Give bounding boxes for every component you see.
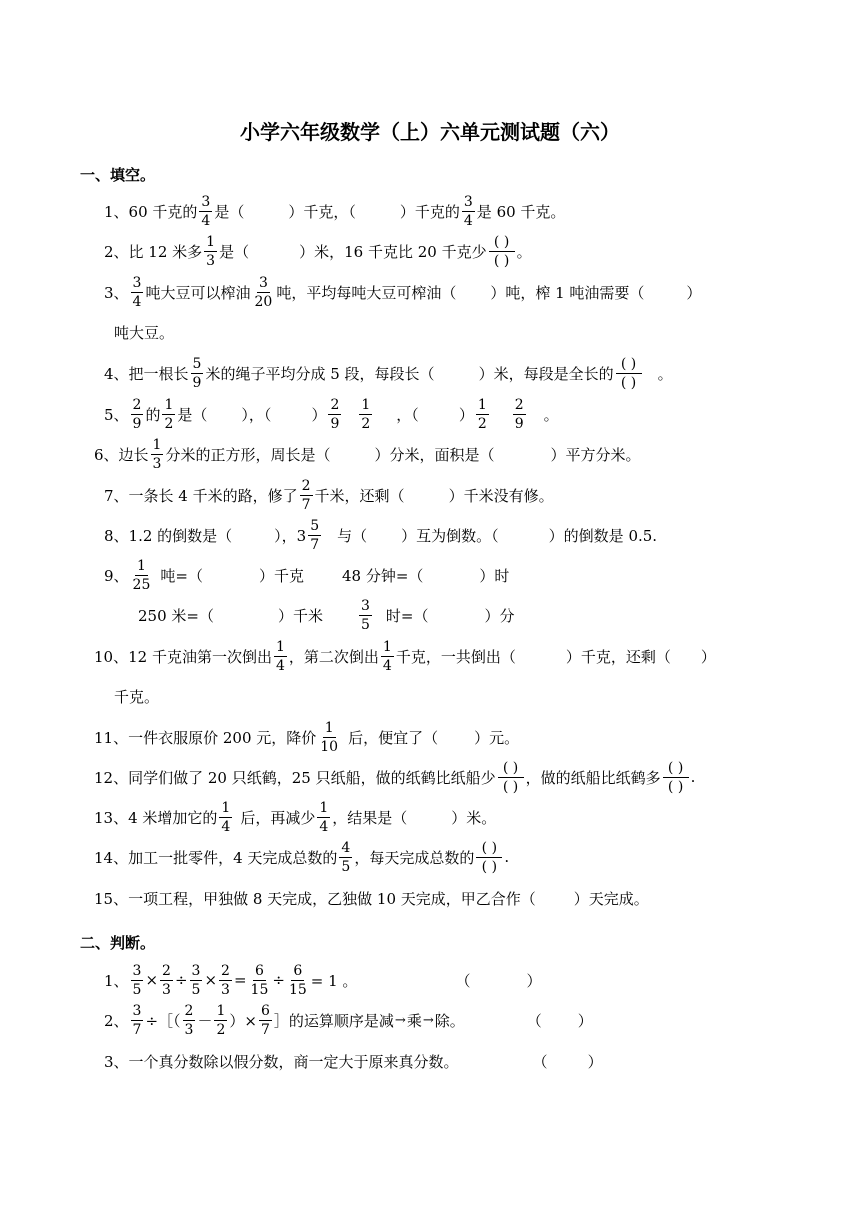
question-6	[94, 437, 641, 471]
j2-text-f: 乘	[406, 1011, 422, 1030]
fraction-denominator: ( )	[481, 858, 498, 875]
fraction-numerator: 2	[514, 396, 524, 413]
q3-text-f: 吨大豆。	[114, 323, 175, 342]
fraction	[219, 964, 232, 997]
q1-text-a: 1、60 千克的	[104, 202, 198, 221]
blank-fraction[interactable]	[616, 357, 642, 390]
fraction-numerator: 2	[184, 1002, 194, 1019]
q2-text-e: 。	[516, 242, 532, 261]
q4-text-b: 米的绳子平均分成 5 段，每段长（	[205, 364, 435, 383]
fraction	[287, 964, 309, 997]
fraction-denominator: 15	[288, 981, 307, 998]
q4-text-e: 。	[657, 364, 673, 383]
question-11	[94, 720, 519, 754]
arrow-right-icon: →	[394, 1012, 406, 1028]
fraction-denominator: 5	[360, 616, 370, 633]
q12-text-c: .	[690, 768, 696, 786]
question-3	[104, 275, 701, 309]
fraction-numerator: 6	[293, 962, 303, 979]
fraction-numerator: 2	[330, 396, 340, 413]
fraction-denominator: 4	[382, 657, 392, 674]
q5-text-i: 。	[543, 405, 559, 424]
fraction-denominator: 3	[184, 1021, 194, 1038]
q10-text-d: ）千克，还剩（	[565, 647, 671, 666]
question-8	[104, 518, 657, 552]
fraction-denominator: ( )	[620, 374, 637, 391]
fraction-denominator: 2	[164, 415, 174, 432]
fraction	[131, 398, 144, 431]
fraction-denominator: 2	[477, 415, 487, 432]
fraction-denominator: 4	[132, 293, 142, 310]
fraction	[259, 1004, 272, 1037]
question-15	[94, 881, 649, 915]
question-10-cont	[114, 679, 159, 713]
fraction-numerator: 4	[341, 839, 351, 856]
fraction-denominator: 4	[319, 818, 329, 835]
fraction-numerator: 1	[137, 557, 146, 574]
j2-text-g: 除。	[434, 1011, 465, 1030]
q13-text-c: ，结果是（	[332, 808, 408, 827]
fraction	[131, 1004, 144, 1037]
q8-text-a: 8、1.2 的倒数是（	[104, 526, 233, 545]
fraction-denominator: 9	[330, 415, 340, 432]
q9-text-c: ）千克	[258, 566, 304, 585]
q14-text-c: .	[504, 848, 510, 866]
arrow-right-icon: →	[422, 1012, 434, 1028]
q5-text-h: ）	[458, 405, 474, 424]
fraction-denominator: 4	[463, 212, 473, 229]
fraction-numerator: 1	[319, 799, 329, 816]
blank-fraction[interactable]	[489, 235, 515, 268]
fraction-denominator: 4	[201, 212, 211, 229]
fraction-denominator: 20	[254, 293, 273, 310]
section-true-false: 二、判断。	[80, 934, 156, 952]
q10-text-a: 10、12 千克油第一次倒出	[94, 647, 272, 666]
fraction-numerator: 1	[206, 233, 216, 250]
q15-text-a: 15、一项工程，甲独做 8 天完成，乙独做 10 天完成，甲乙合作（	[94, 889, 536, 908]
question-9	[104, 558, 509, 592]
answer-paren-close[interactable]: ）	[587, 1052, 603, 1071]
q6-text-d: ）平方分米。	[550, 445, 641, 464]
fraction	[317, 801, 330, 834]
j1-op: ×	[204, 971, 218, 989]
q9b-text-a: 250 米=（	[138, 606, 214, 625]
fraction	[214, 1004, 227, 1037]
q15-text-b: ）天完成。	[573, 889, 649, 908]
fraction-denominator: 3	[206, 252, 216, 269]
q5-text-a: 5、	[104, 405, 129, 424]
q8-text-e: ）的倒数是 0.5.	[548, 526, 658, 545]
q9-text-e: ）时	[479, 566, 510, 585]
fraction	[318, 721, 340, 754]
fraction-numerator: 3	[258, 274, 268, 291]
fraction-denominator: 5	[191, 981, 201, 998]
question-9-cont	[138, 598, 515, 632]
j2-text-e: ］的运算顺序是减	[273, 1011, 394, 1030]
fraction	[151, 438, 164, 471]
q1-text-d: ）千克的	[399, 202, 460, 221]
fraction-numerator: ( )	[616, 357, 642, 374]
fraction	[274, 640, 287, 673]
q3-text-c: 吨，平均每吨大豆可榨油（	[276, 283, 457, 302]
fraction-numerator: 1	[382, 638, 392, 655]
q5-text-e: ）	[311, 405, 327, 424]
j3-text-a: 3、一个真分数除以假分数，商一定大于原来真分数。	[104, 1052, 459, 1071]
blank-fraction[interactable]	[663, 761, 689, 794]
judgement-3	[104, 1044, 603, 1078]
fraction-denominator: 25	[132, 576, 151, 593]
fraction	[381, 640, 394, 673]
question-7	[104, 478, 554, 512]
fraction	[252, 276, 274, 309]
q9b-text-c: 时=（	[385, 606, 429, 625]
q4-text-a: 4、把一根长	[104, 364, 189, 383]
fraction	[308, 519, 321, 552]
fraction-denominator: 7	[301, 496, 311, 513]
j1-op: ÷	[174, 971, 188, 989]
q14-text-b: ，每天完成总数的	[354, 848, 475, 867]
q13-text-a: 13、4 米增加它的	[94, 808, 218, 827]
q14-text-a: 14、加工一批零件，4 天完成总数的	[94, 848, 338, 867]
fraction-numerator: 3	[201, 193, 211, 210]
answer-paren-close[interactable]: ）	[577, 1011, 593, 1030]
q7-text-c: ）千米没有修。	[448, 486, 554, 505]
blank-fraction[interactable]	[498, 761, 524, 794]
fraction-denominator: 7	[260, 1021, 270, 1038]
fraction-denominator: 3	[152, 455, 162, 472]
fraction-numerator: ( )	[663, 761, 689, 778]
fraction	[513, 398, 526, 431]
blank-fraction[interactable]	[476, 841, 502, 874]
section-fill-blank: 一、填空。	[80, 166, 156, 184]
question-10	[94, 639, 716, 673]
q10-text-e: ）	[700, 647, 716, 666]
fraction	[476, 398, 489, 431]
fraction-numerator: 6	[260, 1002, 270, 1019]
fraction-numerator: ( )	[498, 761, 524, 778]
page-title: 小学六年级数学（上）六单元测试题（六）	[240, 120, 620, 144]
fraction-numerator: ( )	[476, 841, 502, 858]
fraction-numerator: 1	[164, 396, 174, 413]
fraction-numerator: 1	[216, 1002, 226, 1019]
fraction-numerator: 3	[360, 597, 370, 614]
fraction-numerator: 3	[463, 193, 473, 210]
fraction	[249, 964, 271, 997]
fraction	[219, 801, 232, 834]
fraction-denominator: ( )	[502, 778, 519, 795]
q13-text-d: ）米。	[451, 808, 497, 827]
q3-text-d: ）吨，榨 1 吨油需要（	[490, 283, 645, 302]
fraction-numerator: 3	[132, 1002, 142, 1019]
q5-text-b: 的	[145, 405, 161, 424]
q11-text-a: 11、一件衣服原价 200 元，降价	[94, 728, 317, 747]
q5-text-c: 是（	[177, 405, 208, 424]
fraction-denominator: 2	[216, 1021, 226, 1038]
q12-text-b: ，做的纸船比纸鹤多	[525, 768, 661, 787]
q10-text-f: 千克。	[114, 687, 160, 706]
fraction-denominator: 7	[310, 536, 320, 553]
fraction-numerator: 1	[275, 638, 285, 655]
fraction	[359, 599, 372, 632]
q9-text-a: 9、	[104, 566, 129, 585]
fraction	[131, 964, 144, 997]
fraction-numerator: 5	[310, 517, 320, 534]
q8-text-b: ），3	[274, 526, 307, 545]
j2-text-a: 2、	[104, 1011, 129, 1030]
fraction	[191, 357, 204, 390]
fraction	[359, 398, 372, 431]
q6-text-a: 6、边长	[94, 445, 149, 464]
fraction	[160, 964, 173, 997]
j1-op: ÷	[272, 971, 285, 989]
fraction	[183, 1004, 196, 1037]
fraction-numerator: 1	[324, 719, 334, 736]
q11-text-b: 后，便宜了（	[348, 728, 439, 747]
fraction	[131, 559, 153, 592]
fraction-numerator: 3	[132, 274, 142, 291]
fraction-numerator: 6	[255, 962, 264, 979]
question-3-cont	[114, 315, 174, 349]
q8-text-c: 与（	[337, 526, 368, 545]
question-14	[94, 840, 509, 874]
q7-text-b: 千米，还剩（	[314, 486, 405, 505]
question-12	[94, 760, 695, 794]
fraction-denominator: 9	[132, 415, 142, 432]
q13-text-b: 后，再减少	[240, 808, 316, 827]
q10-text-b: ，第二次倒出	[288, 647, 379, 666]
q6-text-c: ）分米，面积是（	[374, 445, 495, 464]
answer-paren-open[interactable]: （	[526, 1011, 542, 1030]
q1-text-b: 是（	[214, 202, 245, 221]
fraction-denominator: 10	[320, 738, 339, 755]
q9b-text-d: ）分	[484, 606, 515, 625]
fraction-denominator: 4	[221, 818, 231, 835]
q9b-text-b: ）千米	[277, 606, 323, 625]
j1-op: ×	[145, 971, 159, 989]
j2-text-b: ÷［（	[145, 1011, 181, 1030]
answer-paren-open[interactable]: （	[532, 1052, 548, 1071]
fraction	[300, 479, 313, 512]
fraction	[131, 276, 144, 309]
fraction-denominator: 9	[514, 415, 524, 432]
question-1	[104, 194, 565, 228]
fraction-denominator: 4	[275, 657, 285, 674]
fraction	[339, 841, 352, 874]
q11-text-c: ）元。	[474, 728, 520, 747]
fraction-numerator: 5	[192, 355, 202, 372]
q5-text-d: ），（	[241, 405, 272, 424]
fraction-denominator: 2	[361, 415, 371, 432]
fraction-numerator: 1	[361, 396, 371, 413]
q7-text-a: 7、一条长 4 千米的路，修了	[104, 486, 298, 505]
fraction-denominator: 7	[132, 1021, 142, 1038]
q6-text-b: 分米的正方形，周长是（	[165, 445, 331, 464]
q2-text-b: 是（	[219, 242, 250, 261]
fraction-numerator: 2	[162, 962, 171, 979]
q3-text-b: 吨大豆可以榨油	[145, 283, 251, 302]
fraction-denominator: ( )	[667, 778, 684, 795]
j1-op: =	[233, 971, 247, 989]
fraction-numerator: 2	[301, 477, 311, 494]
fraction-denominator: 5	[132, 981, 142, 998]
q3-text-e: ）	[686, 283, 702, 302]
fraction-numerator: ( )	[489, 235, 515, 252]
q3-text-a: 3、	[104, 283, 129, 302]
q9-text-b: 吨=（	[160, 566, 203, 585]
q9-text-d: 48 分钟=（	[341, 566, 424, 585]
answer-paren-close[interactable]: ）	[526, 971, 542, 990]
fraction	[462, 195, 475, 228]
fraction-denominator: 9	[192, 374, 202, 391]
question-13	[94, 800, 496, 834]
fraction	[190, 964, 203, 997]
q1-text-c: ）千克，（	[288, 202, 356, 221]
q12-text-a: 12、同学们做了 20 只纸鹤，25 只纸船，做的纸鹤比纸船少	[94, 768, 496, 787]
question-5	[104, 397, 559, 431]
q2-text-c: ）米，16 千克比 20 千克少	[299, 242, 487, 261]
fraction-numerator: 1	[477, 396, 487, 413]
question-4	[104, 356, 673, 390]
j2-text-c: －	[197, 1011, 213, 1030]
q4-text-c: ）米，每段是全长的	[478, 364, 614, 383]
fraction	[328, 398, 341, 431]
fraction-numerator: 2	[132, 396, 142, 413]
judgement-2	[104, 1003, 593, 1037]
fraction-numerator: 1	[152, 436, 162, 453]
fraction-numerator: 3	[191, 962, 201, 979]
fraction-denominator: 5	[341, 858, 351, 875]
fraction-numerator: 3	[132, 962, 142, 979]
q10-text-c: 千克，一共倒出（	[395, 647, 516, 666]
judgement-1	[104, 963, 541, 997]
answer-paren-open[interactable]: （	[455, 971, 471, 990]
fraction-denominator: 15	[250, 981, 269, 998]
fraction-numerator: 1	[221, 799, 231, 816]
fraction-denominator: ( )	[493, 252, 510, 269]
j1-text-a: 1、	[104, 971, 129, 990]
q5-text-g: ，（	[396, 405, 419, 424]
fraction	[162, 398, 175, 431]
j2-text-d: ）×	[229, 1011, 257, 1030]
q1-text-e: 是 60 千克。	[476, 202, 566, 221]
q2-text-a: 2、比 12 米多	[104, 242, 203, 261]
fraction-denominator: 3	[221, 981, 230, 998]
fraction-denominator: 3	[162, 981, 171, 998]
j1-text-c: = 1 。	[310, 971, 358, 990]
fraction	[199, 195, 212, 228]
fraction-numerator: 2	[221, 962, 230, 979]
fraction	[204, 235, 217, 268]
q8-text-d: ）互为倒数。（	[401, 526, 499, 545]
question-2	[104, 234, 532, 268]
